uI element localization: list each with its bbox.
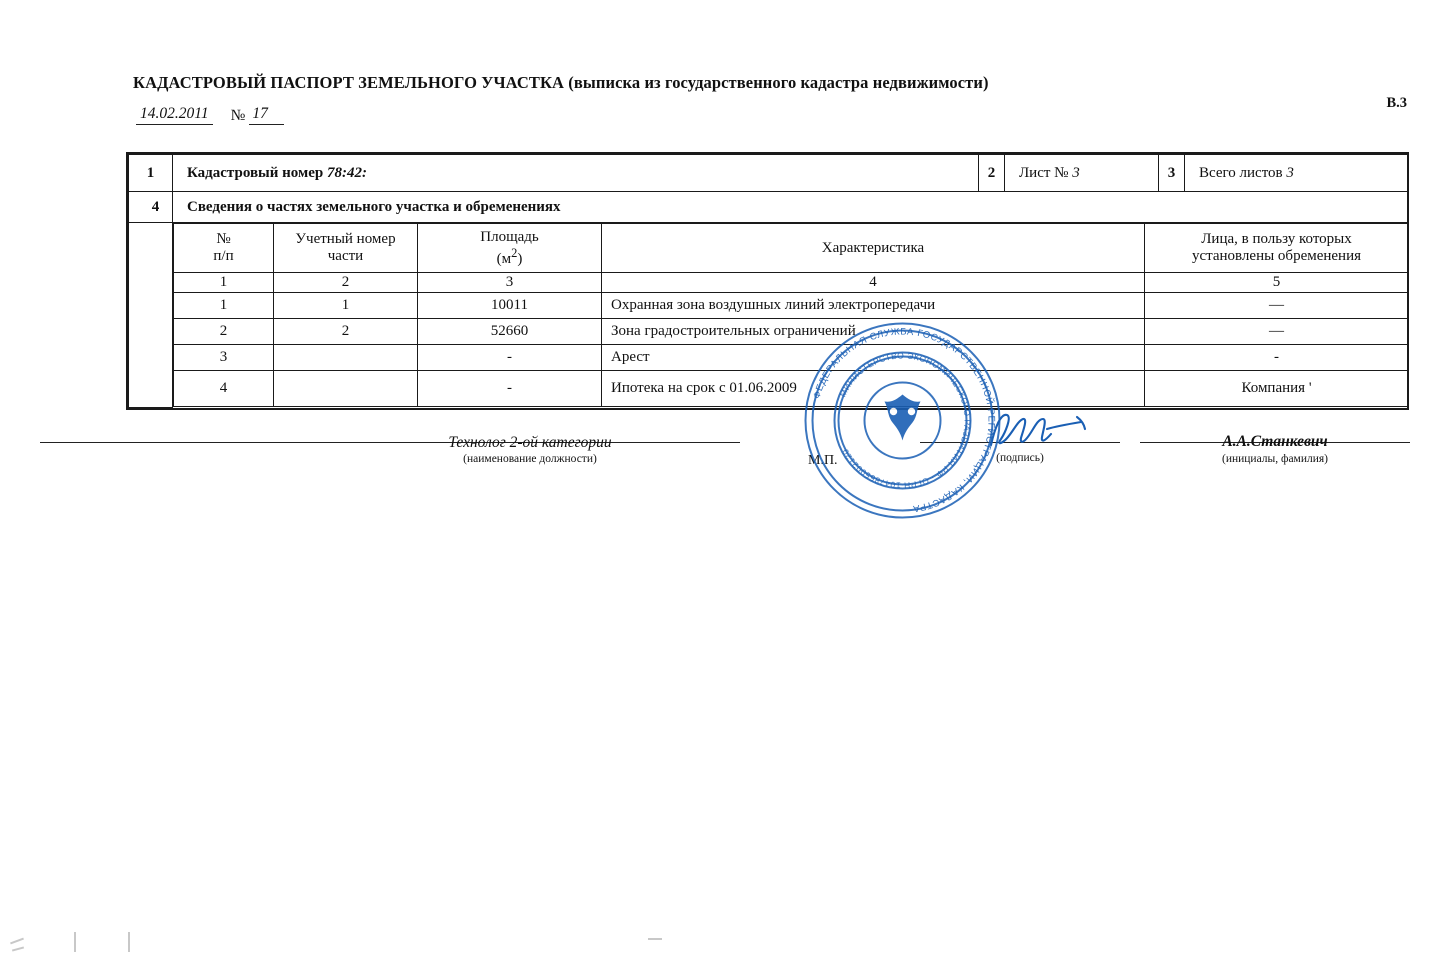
- row-index-2: 2: [979, 155, 1005, 192]
- cell-persons: Компания ': [1145, 371, 1409, 407]
- table-row: [174, 345, 1409, 371]
- column-number-row: [174, 273, 1409, 293]
- cell-area: 52660: [418, 319, 602, 345]
- table-row: [129, 192, 1408, 223]
- signer-name-caption: (инициалы, фамилия): [1221, 453, 1329, 465]
- col-number-5: 5: [1145, 273, 1409, 293]
- col-header-np: № п/п: [174, 224, 274, 273]
- scan-artifact: [648, 938, 662, 940]
- svg-text:ФЕДЕРАЛЬНАЯ СЛУЖБА ГОСУДАРСТВЕ: ФЕДЕРАЛЬНАЯ СЛУЖБА ГОСУДАРСТВЕННОЙ РЕГИСТРАЦИИ, КАДАСТРА: [811, 326, 997, 514]
- cell-area: -: [418, 371, 602, 407]
- cell-area: -: [418, 345, 602, 371]
- scan-artifact: [12, 946, 24, 951]
- document-number-label: №: [230, 107, 246, 124]
- table-row: [129, 223, 1408, 408]
- cell-characteristic: Охранная зона воздушных линий электропередачи: [602, 293, 1145, 319]
- signer-name: А.А.Станкевич: [1222, 433, 1328, 450]
- scan-artifact: [74, 932, 76, 952]
- table-row: [129, 155, 1408, 192]
- cell-np: 1: [174, 293, 274, 319]
- parts-table-container: [173, 223, 1408, 408]
- sheet-number-value: 3: [1072, 164, 1080, 181]
- form-code: B.3: [1386, 95, 1407, 111]
- svg-text:МИНИСТЕРСТВО ЭКОНОМИЧЕСКОГО РА: МИНИСТЕРСТВО ЭКОНОМИЧЕСКОГО РАЗВИТИЯ РФ · ОГРН 1047855002120: [837, 350, 973, 491]
- cell-characteristic: Зона градостроительных ограничений: [602, 319, 1145, 345]
- col-header-characteristic: Характеристика: [602, 224, 1145, 273]
- cell-characteristic: Арест: [602, 345, 1145, 371]
- cell-characteristic: Ипотека на срок с 01.06.2009: [602, 371, 1145, 407]
- cell-persons: —: [1145, 319, 1409, 345]
- page-title-main: КАДАСТРОВЫЙ ПАСПОРТ ЗЕМЕЛЬНОГО УЧАСТКА: [133, 73, 565, 92]
- sheet-number-cell: [1005, 155, 1159, 192]
- scan-artifact: [10, 938, 24, 945]
- document-number-value: 17: [249, 105, 284, 125]
- document-date-number: [136, 105, 284, 125]
- cell-persons: —: [1145, 293, 1409, 319]
- col-number-2: 2: [274, 273, 418, 293]
- spacer-cell: [129, 223, 173, 408]
- col-number-1: 1: [174, 273, 274, 293]
- area-unit: $(м^2)$: [496, 245, 523, 267]
- signature-caption: (подпись): [996, 452, 1044, 464]
- col-header-persons: Лица, в пользу которых установлены обременения: [1145, 224, 1409, 273]
- cell-np: 3: [174, 345, 274, 371]
- col-header-part-number: Учетный номер части: [274, 224, 418, 273]
- stamp-place-label: М.П.: [808, 453, 838, 468]
- row-index-3: 3: [1159, 155, 1185, 192]
- col-number-4: 4: [602, 273, 1145, 293]
- total-sheets-label: Всего листов: [1199, 164, 1283, 181]
- cell-part-number: 1: [274, 293, 418, 319]
- total-sheets-cell: [1185, 155, 1408, 192]
- cell-persons: -: [1145, 345, 1409, 371]
- cell-part-number: 2: [274, 319, 418, 345]
- cell-np: 4: [174, 371, 274, 407]
- cadastral-number-cell: [173, 155, 979, 192]
- cell-part-number: [274, 371, 418, 407]
- parts-table: [173, 223, 1409, 407]
- cell-np: 2: [174, 319, 274, 345]
- col-header-area: Площадь $(м^2)$: [418, 224, 602, 273]
- cadastral-number-value: 78:42:: [326, 164, 367, 181]
- cell-part-number: [274, 345, 418, 371]
- signer-position: Технолог 2-ой категории: [448, 434, 612, 451]
- cell-area: 10011: [418, 293, 602, 319]
- cadastral-number-label: Кадастровый номер: [187, 164, 324, 181]
- table-row: [174, 319, 1409, 345]
- sheet-number-label: Лист №: [1019, 164, 1069, 181]
- section-index: 4: [129, 192, 173, 223]
- col-number-3: 3: [418, 273, 602, 293]
- table-header-row: [174, 224, 1409, 273]
- signature-rule-middle: [920, 442, 1120, 443]
- page-title-paren: (выписка из государственного кадастра недвижимости): [568, 73, 989, 92]
- signer-position-caption: (наименование должности): [463, 453, 597, 465]
- document-date: 14.02.2011: [136, 105, 213, 125]
- section-title: Сведения о частях земельного участка и обременениях: [173, 192, 1408, 223]
- scan-artifact: [128, 932, 130, 952]
- row-index-1: 1: [129, 155, 173, 192]
- table-row: [174, 371, 1409, 407]
- total-sheets-value: 3: [1286, 164, 1294, 181]
- main-table: [126, 152, 1409, 410]
- table-row: [174, 293, 1409, 319]
- page-title: [133, 73, 989, 93]
